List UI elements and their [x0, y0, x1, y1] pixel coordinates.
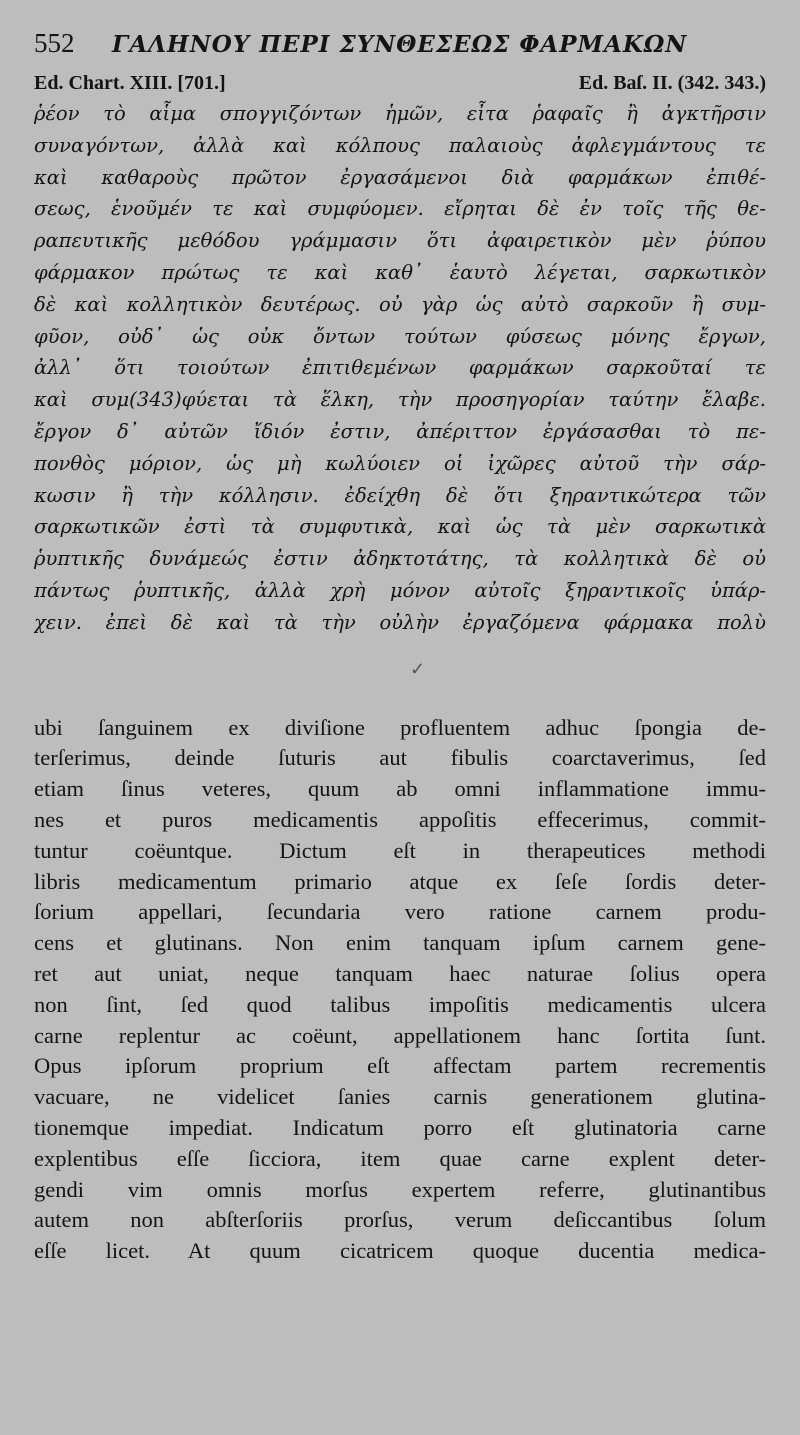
greek-text-line: ῥέον τὸ αἷμα σπογγιζόντων ἡμῶν, εἶτα ῥαφαῖς ἢ ἀγκτῆρσιν — [34, 102, 766, 125]
greek-text-line: καὶ καθαροὺς πρῶτον ἐργασάμενοι διὰ φαρμάκων ἐπιθέ- — [34, 165, 766, 189]
page-title: ΓΑΛΗΝΟΥ ΠΕΡΙ ΣΥΝΘΕΣΕΩΣ ΦΑΡΜΑΚΩΝ — [112, 31, 688, 58]
latin-text-line: ubi ſanguinem ex diviſione profluentem adhuc ſpongia de- — [34, 714, 766, 740]
greek-text-line: φῦον, οὐδ᾽ ὡς οὐκ ὄντων τούτων φύσεως μόνης ἔργων, — [34, 324, 766, 348]
greek-text-line: ἀλλ᾽ ὅτι τοιούτων ἐπιτιθεμένων φαρμάκων σαρκοῦταί τε — [34, 356, 766, 380]
edition-basel: Ed. Baſ. II. (342. 343.) — [578, 72, 766, 94]
section-divider — [34, 639, 766, 693]
greek-text-line: πάντως ῥυπτικῆς, ἀλλὰ χρὴ μόνον αὐτοῖς ξηραντικοῖς ὑπάρ- — [34, 578, 766, 602]
latin-text-line: vacuare, ne videlicet ſanies carnis generationem glutina- — [34, 1084, 766, 1110]
divider-mark: ✓ — [410, 658, 426, 680]
edition-reference-row — [34, 68, 766, 98]
latin-text-line: libris medicamentum primario atque ex ſeſe ſordis deter- — [34, 868, 766, 894]
running-head — [34, 28, 766, 68]
greek-text-line: συναγόντων, ἀλλὰ καὶ κόλπους παλαιοὺς ἀφλεγμάντους τε — [34, 133, 766, 157]
latin-text-block — [34, 713, 766, 1267]
greek-text-block — [34, 98, 766, 639]
latin-text-line: gendi vim omnis morſus expertem referre, glutinantibus — [34, 1176, 766, 1202]
greek-text-line: ἔργον δ᾽ αὐτῶν ἴδιόν ἐστιν, ἀπέριττον ἐργάσασθαι τὸ πε- — [34, 419, 766, 443]
greek-text-line: φάρμακον πρώτως τε καὶ καθ᾽ ἑαυτὸ λέγεται, σαρκωτικὸν — [34, 260, 766, 284]
latin-text-line: ret aut uniat, neque tanquam haec naturae ſolius opera — [34, 960, 766, 986]
greek-text-line: δὲ καὶ κολλητικὸν δευτέρως. οὐ γὰρ ὡς αὐτὸ σαρκοῦν ἢ συμ- — [34, 292, 766, 316]
greek-text-line: καὶ συμ(343)φύεται τὰ ἕλκη, τὴν προσηγορίαν ταύτην ἔλαβε. — [34, 388, 766, 412]
latin-text-line: nes et puros medicamentis appoſitis effecerimus, commit- — [34, 806, 766, 832]
latin-text-line: tionemque impediat. Indicatum porro eſt glutinatoria carne — [34, 1114, 766, 1140]
latin-text-line: explentibus eſſe ſicciora, item quae carne explent deter- — [34, 1145, 766, 1171]
latin-text-line: etiam ſinus veteres, quum ab omni inflammatione immu- — [34, 776, 766, 802]
greek-text-line: κωσιν ἢ τὴν κόλλησιν. ἐδείχθη δὲ ὅτι ξηραντικώτερα τῶν — [34, 483, 766, 507]
greek-text-line: ῥυπτικῆς δυνάμεώς ἐστιν ἀδηκτοτάτης, τὰ κολλητικὰ δὲ οὐ — [34, 547, 766, 571]
latin-text-line: tuntur coëuntque. Dictum eſt in therapeutices methodi — [34, 837, 766, 863]
latin-text-line: eſſe licet. At quum cicatricem quoque ducentia medica- — [34, 1238, 766, 1264]
greek-text-line: σαρκωτικῶν ἐστὶ τὰ συμφυτικὰ, καὶ ὡς τὰ μὲν σαρκωτικὰ — [34, 515, 766, 539]
latin-text-line: carne replentur ac coëunt, appellationem hanc ſortita ſunt. — [34, 1022, 766, 1048]
latin-text-line: autem non abſterſoriis prorſus, verum deſiccantibus ſolum — [34, 1207, 766, 1233]
greek-text-line: χειν. ἐπεὶ δὲ καὶ τὰ τὴν οὐλὴν ἐργαζόμενα φάρμακα πολὺ — [34, 610, 766, 634]
latin-text-line: terſerimus, deinde ſuturis aut fibulis coarctaverimus, ſed — [34, 745, 766, 771]
greek-text-line: πονθὸς μόριον, ὡς μὴ κωλύοιεν οἱ ἰχῶρες αὐτοῦ τὴν σάρ- — [34, 451, 766, 475]
greek-text-line: ραπευτικῆς μεθόδου γράμμασιν ὅτι ἀφαιρετικὸν μὲν ῥύπου — [34, 229, 766, 253]
greek-text-line: σεως, ἑνοῦμέν τε καὶ συμφύομεν. εἴρηται δὲ ἐν τοῖς τῆς θε- — [34, 197, 766, 221]
latin-text-line: non ſint, ſed quod talibus impoſitis medicamentis ulcera — [34, 991, 766, 1017]
latin-text-line: ſorium appellari, ſecundaria vero ratione carnem produ- — [34, 899, 766, 925]
latin-text-line: Opus ipſorum proprium eſt affectam partem recrementis — [34, 1053, 766, 1079]
edition-chartier: Ed. Chart. XIII. [701.] — [34, 72, 226, 94]
page-number: 552 — [34, 28, 75, 58]
latin-text-line: cens et glutinans. Non enim tanquam ipſum carnem gene- — [34, 930, 766, 956]
